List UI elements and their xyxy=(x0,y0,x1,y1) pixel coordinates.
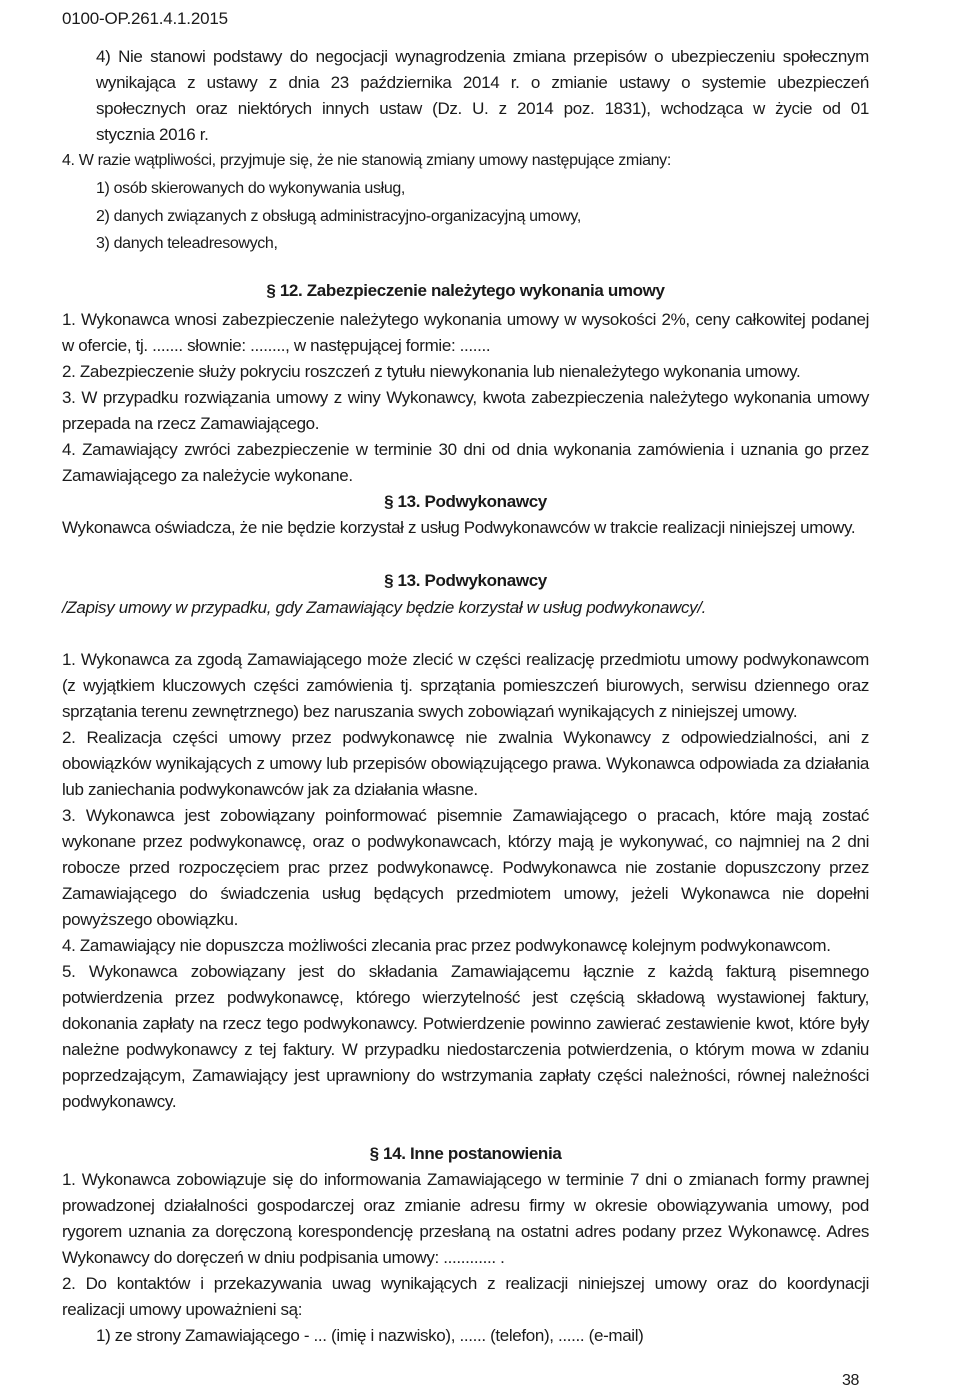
text-line: 4. Zamawiający nie dopuszcza możliwości zlecania prac przez podwykonawcę kolejnym podwykonawcom. xyxy=(62,936,831,955)
text-line: wykonane przez podwykonawcę, oraz o podwykonawcach, którzy mają je wykonywać, co najmniej na 2 dni xyxy=(62,832,869,851)
text-line: w ofercie, tj. ....... słownie: ........, w następującej formie: ....... xyxy=(62,336,491,355)
text-line: 2. Do kontaktów i przekazywania uwag wynikających z realizacji niniejszej umowy oraz do koordynacji xyxy=(62,1274,869,1293)
page-number: 38 xyxy=(842,1372,860,1389)
text-line: prowadzonej działalności gospodarczej oraz zmianie adresu firmy w okresie obowiązywania umowy, pod xyxy=(62,1196,869,1215)
text-line: Zamawiającego do świadczenia usług będących przedmiotem umowy, jeżeli Wykonawca nie dopełni xyxy=(62,884,869,903)
text-line: Wykonawca oświadcza, że nie będzie korzystał z usług Podwykonawców w trakcie realizacji niniejszej umowy. xyxy=(62,518,856,537)
italic-note: /Zapisy umowy w przypadku, gdy Zamawiający będzie korzystał w usług podwykonawcy/. xyxy=(62,598,707,617)
list-item: 3) danych teleadresowych, xyxy=(96,235,278,252)
list-item: 1) ze strony Zamawiającego - ... (imię i nazwisko), ...... (telefon), ...... (e-mail) xyxy=(96,1326,644,1345)
text-line: Wykonawcy do doręczeń w dniu podpisania umowy: ............ . xyxy=(62,1248,505,1267)
text-line: Zamawiającego za należycie wykonane. xyxy=(62,466,353,485)
section-heading: § 14. Inne postanowienia xyxy=(369,1144,562,1163)
text-line: 1. Wykonawca wnosi zabezpieczenie należytego wykonania umowy w wysokości 2%, ceny całkowitej podanej xyxy=(62,310,869,329)
section-heading: § 13. Podwykonawcy xyxy=(384,571,547,590)
text-line: poprzedzającym, Zamawiający jest uprawniony do wstrzymania zapłaty części należności, równej należności xyxy=(62,1066,869,1085)
text-line: powyższego obowiązku. xyxy=(62,910,238,929)
text-line: obowiązków wynikających z umowy lub przepisów obowiązującego prawa. Wykonawca odpowiada za działania xyxy=(62,754,869,773)
list-item: 2) danych związanych z obsługą administracyjno-organizacyjną umowy, xyxy=(96,208,581,225)
text-line: potwierdzenia przez podwykonawcę, którego wierzytelność jest częścią składową wystawionej faktury, xyxy=(62,988,869,1007)
text-line: 2. Zabezpieczenie służy pokryciu roszczeń z tytułu niewykonania lub nienależytego wykonania umowy. xyxy=(62,362,801,381)
text-line: lub zaniechania podwykonawców jak za działania własne. xyxy=(62,780,478,799)
list-item: 1) osób skierowanych do wykonywania usług, xyxy=(96,180,406,197)
text-line: dokonania zapłaty na rzecz tego podwykonawcy. Potwierdzenie powinno zawierać zestawienie kwot, które były xyxy=(62,1014,869,1033)
text-line: robocze przed rozpoczęciem prac przez podwykonawcę. Podwykonawca nie zostanie dopuszczony przez xyxy=(62,858,869,877)
text-line: przepada na rzecz Zamawiającego. xyxy=(62,414,320,433)
text-line: stycznia 2016 r. xyxy=(96,125,209,144)
section-heading: § 12. Zabezpieczenie należytego wykonania umowy xyxy=(266,281,665,300)
text-line: 5. Wykonawca zobowiązany jest do składania Zamawiającemu łącznie z każdą fakturą pisemnego xyxy=(62,962,869,981)
text-line: należne podwykonawcy z tej faktury. W przypadku niedostarczenia potwierdzenia, o którym mowa w zdaniu xyxy=(62,1040,869,1059)
text-line: rygorem uznania za doręczoną korespondencję przesłaną na ostatni adres podany przez Wykonawcę. Adres xyxy=(62,1222,869,1241)
text-line: 3. W przypadku rozwiązania umowy z winy Wykonawcy, kwota zabezpieczenia należytego wykonania umowy xyxy=(62,388,869,407)
text-line: realizacji umowy upoważnieni są: xyxy=(62,1300,303,1319)
text-line: 4. W razie wątpliwości, przyjmuje się, że nie stanowią zmiany umowy następujące zmiany: xyxy=(62,152,671,169)
text-line: sprzątania terenu zewnętrznego) bez naruszania swych zobowiązań wynikających z niniejszej umowy. xyxy=(62,702,798,721)
text-line: społecznych oraz niektórych innych ustaw (Dz. U. z 2014 poz. 1831), wchodząca w życie od 01 xyxy=(96,99,869,118)
text-line: 4. Zamawiający zwróci zabezpieczenie w terminie 30 dni od dnia wykonania zamówienia i uznania go przez xyxy=(62,440,869,459)
text-line: 4) Nie stanowi podstawy do negocjacji wynagrodzenia zmiana przepisów o ubezpieczeniu społecznym xyxy=(96,47,869,66)
section-heading: § 13. Podwykonawcy xyxy=(384,492,547,511)
text-line: 2. Realizacja części umowy przez podwykonawcę nie zwalnia Wykonawcy z odpowiedzialności, ani z xyxy=(62,728,869,747)
text-line: 1. Wykonawca zobowiązuje się do informowania Zamawiającego w terminie 7 dni o zmianach formy prawnej xyxy=(62,1170,869,1189)
text-line: 1. Wykonawca za zgodą Zamawiającego może zlecić w części realizację przedmiotu umowy podwykonawcom xyxy=(62,650,869,669)
document-id: 0100-OP.261.4.1.2015 xyxy=(62,9,228,28)
text-line: wynikająca z ustawy z dnia 23 października 2014 r. o zmianie ustawy o systemie ubezpieczeń xyxy=(96,73,869,92)
text-line: (z wyjątkiem kluczowych części zamówienia tj. sprzątania pomieszczeń biurowych, serwisu dziennego oraz xyxy=(62,676,869,695)
text-line: podwykonawcy. xyxy=(62,1092,177,1111)
text-line: 3. Wykonawca jest zobowiązany poinformować pisemnie Zamawiającego o pracach, które mają zostać xyxy=(62,806,869,825)
